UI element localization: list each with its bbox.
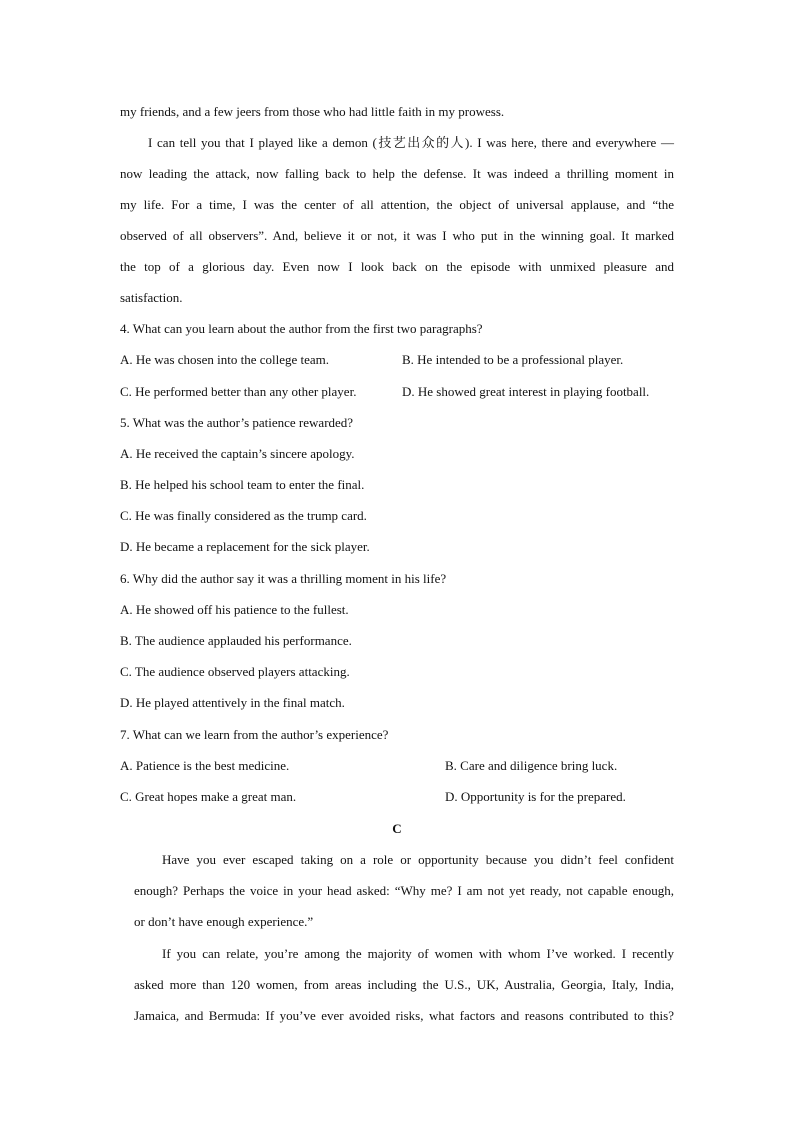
answer-option: A. He showed off his patience to the fullest. <box>120 602 349 617</box>
question-stem: 7. What can we learn from the author’s experience? <box>120 727 389 742</box>
question-stem: 5. What was the author’s patience rewarded? <box>120 415 354 430</box>
answer-option: B. He intended to be a professional player. <box>402 352 624 367</box>
passage-c-paragraph-line: or don’t have enough experience.” <box>134 914 314 929</box>
passage-b-paragraph-tail: my friends, and a few jeers from those who had little faith in my prowess. <box>120 104 505 119</box>
passage-c-paragraph-line: Have you ever escaped taking on a role or opportunity because you didn’t feel confident <box>162 852 674 867</box>
passage-b-paragraph-line: now leading the attack, now falling back to help the defense. It was indeed a thrilling moment in <box>120 166 674 181</box>
passage-b-paragraph-line: satisfaction. <box>120 290 183 305</box>
passage-b-paragraph-line: I can tell you that I played like a demon (技艺出众的人). I was here, there and everywhere — <box>148 135 674 150</box>
passage-c-paragraph-line: If you can relate, you’re among the majority of women with whom I’ve worked. I recently <box>162 946 674 961</box>
answer-option: C. He was finally considered as the trump card. <box>120 508 367 523</box>
answer-option: D. He played attentively in the final match. <box>120 695 345 710</box>
answer-option: D. Opportunity is for the prepared. <box>445 789 626 804</box>
answer-option: B. He helped his school team to enter the final. <box>120 477 365 492</box>
passage-c-paragraph-line: asked more than 120 women, from areas including the U.S., UK, Australia, Georgia, Italy, India, <box>134 977 674 992</box>
passage-c-paragraph-line: Jamaica, and Bermuda: If you’ve ever avoided risks, what factors and reasons contributed to this? <box>134 1008 674 1023</box>
answer-option: A. He was chosen into the college team. <box>120 352 330 367</box>
question-stem: 6. Why did the author say it was a thrilling moment in his life? <box>120 571 447 586</box>
section-heading: C <box>392 821 402 836</box>
answer-option: A. Patience is the best medicine. <box>120 758 290 773</box>
answer-option: D. He showed great interest in playing football. <box>402 384 650 399</box>
answer-option: D. He became a replacement for the sick player. <box>120 539 370 554</box>
answer-option: C. Great hopes make a great man. <box>120 789 297 804</box>
passage-b-paragraph-line: the top of a glorious day. Even now I look back on the episode with unmixed pleasure and <box>120 259 674 274</box>
answer-option: C. He performed better than any other player. <box>120 384 357 399</box>
answer-option: C. The audience observed players attacking. <box>120 664 350 679</box>
answer-option: B. Care and diligence bring luck. <box>445 758 618 773</box>
passage-b-paragraph-line: my life. For a time, I was the center of all attention, the object of universal applause, and “the <box>120 197 674 212</box>
passage-b-paragraph-line: observed of all observers”. And, believe it or not, it was I who put in the winning goal. It marked <box>120 228 674 243</box>
question-stem: 4. What can you learn about the author from the first two paragraphs? <box>120 321 483 336</box>
answer-option: A. He received the captain’s sincere apology. <box>120 446 355 461</box>
answer-option: B. The audience applauded his performance. <box>120 633 352 648</box>
passage-c-paragraph-line: enough? Perhaps the voice in your head asked: “Why me? I am not yet ready, not capable enough, <box>134 883 674 898</box>
